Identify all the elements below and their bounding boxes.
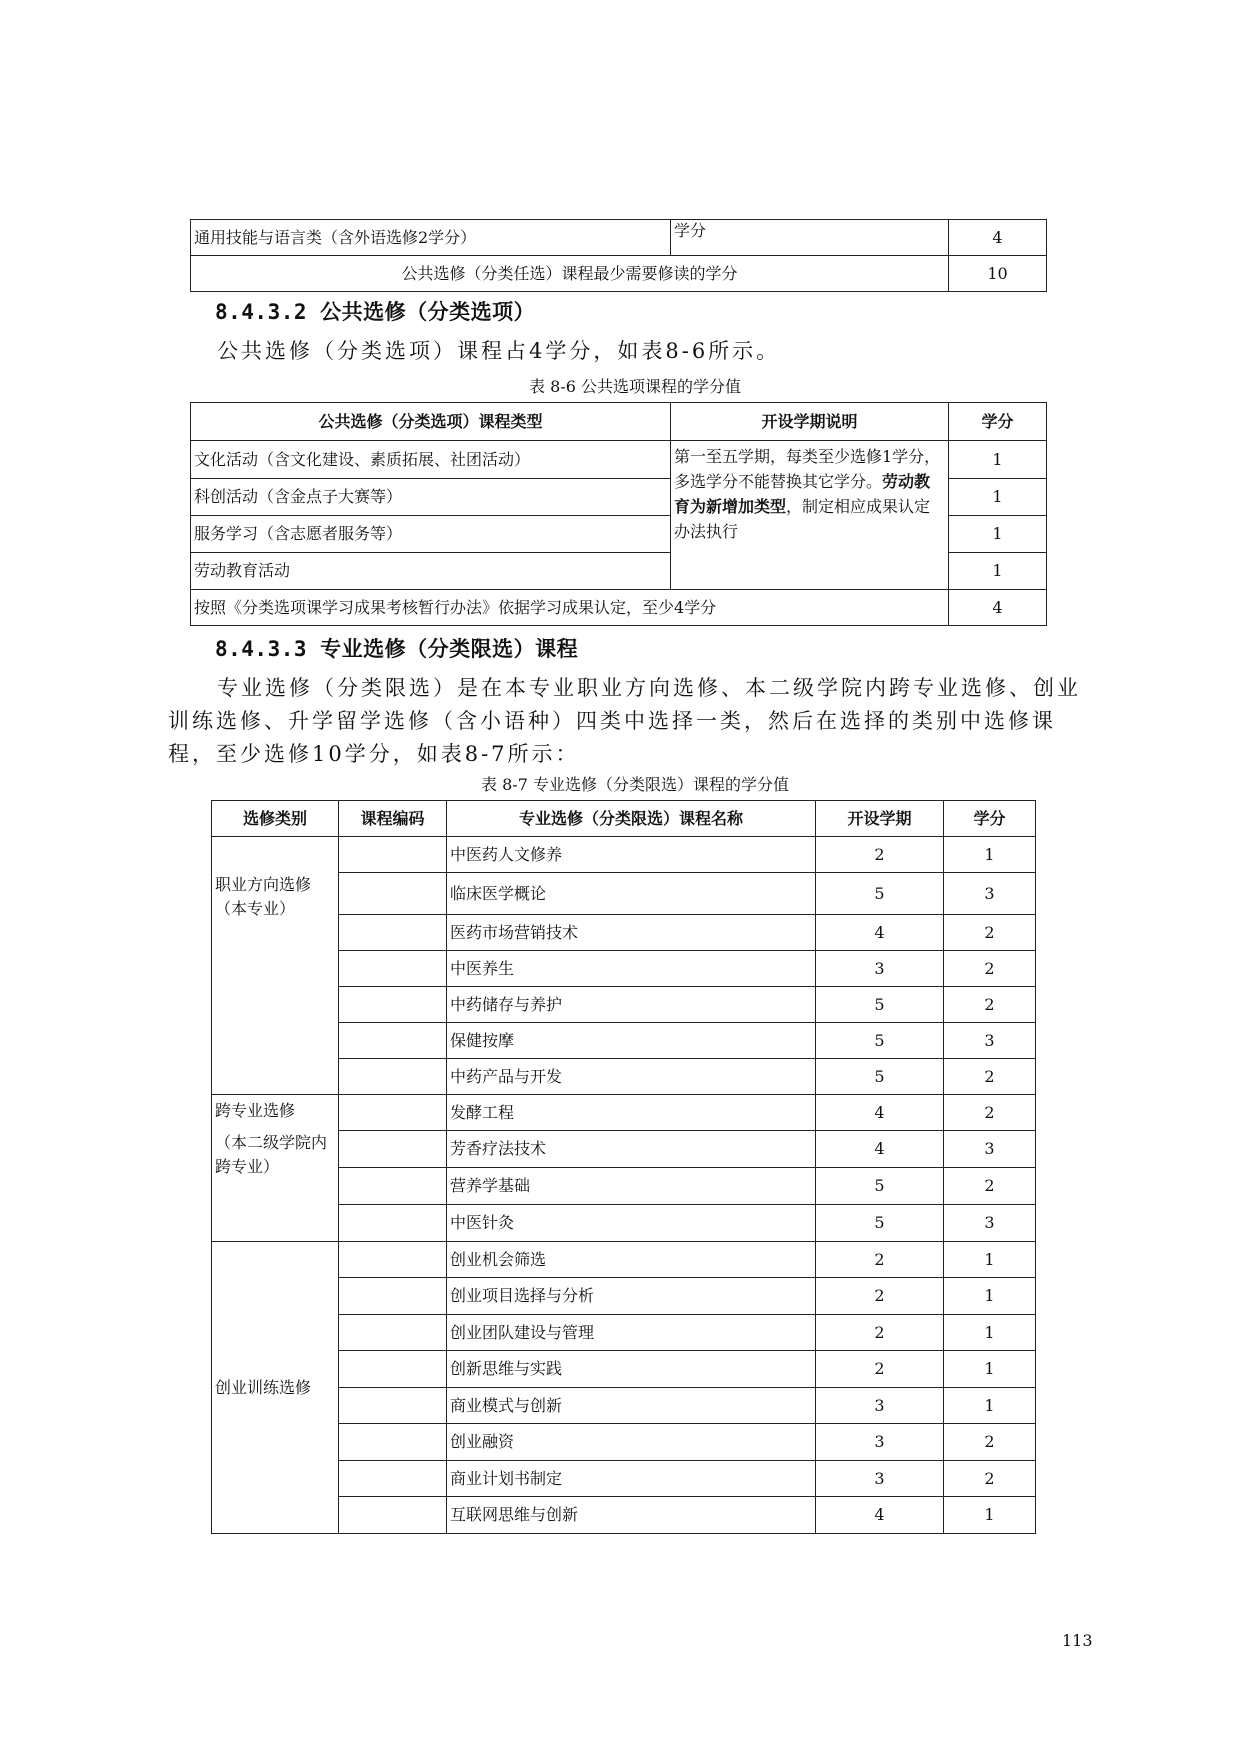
table-8-6 [190,402,1047,626]
course-credit: 2 [944,987,1036,1023]
course-credit: 3 [944,1205,1036,1242]
course-name: 中医针灸 [447,1205,816,1242]
course-name: 创业项目选择与分析 [447,1278,816,1315]
course-name: 中医药人文修养 [447,837,816,873]
course-code-cell [339,837,447,873]
course-code-cell [339,1461,447,1497]
table-cell: 劳动教育活动 [191,553,671,590]
course-credit: 1 [944,1351,1036,1388]
category-cell: 职业方向选修（本专业） [212,837,339,1095]
course-credit: 2 [944,1059,1036,1095]
table-cell: 4 [949,590,1047,626]
category-cell: 创业训练选修 [212,1242,339,1534]
column-header: 专业选修（分类限选）课程名称 [447,801,816,837]
table-cell: 按照《分类选项课学习成果考核暂行办法》依据学习成果认定，至少4学分 [191,590,949,626]
course-credit: 3 [944,873,1036,915]
course-credit: 1 [944,837,1036,873]
course-code-cell [339,915,447,951]
column-header: 公共选修（分类选项）课程类型 [191,403,671,441]
course-term: 2 [816,1351,944,1388]
course-name: 中药产品与开发 [447,1059,816,1095]
table-cell: 1 [949,479,1047,516]
course-credit: 2 [944,1461,1036,1497]
column-header: 开设学期 [816,801,944,837]
column-header: 学分 [949,403,1047,441]
table-cell: 科创活动（含金点子大赛等） [191,479,671,516]
course-credit: 1 [944,1242,1036,1278]
course-term: 5 [816,1168,944,1205]
course-name: 发酵工程 [447,1095,816,1131]
course-term: 2 [816,1242,944,1278]
table-continuation [190,219,1047,292]
course-code-cell [339,1388,447,1424]
table-cell: 文化活动（含文化建设、素质拓展、社团活动） [191,441,671,479]
course-name: 创新思维与实践 [447,1351,816,1388]
course-name: 中医养生 [447,951,816,987]
table-cell: 4 [949,220,1047,256]
table-caption: 表 8-6 公共选项课程的学分值 [529,377,741,396]
paragraph: 专业选修（分类限选）是在本专业职业方向选修、本二级学院内跨专业选修、创业训练选修、升学留学选修（含小语种）四类中选择一类，然后在选择的类别中选修课程，至少选修10学分，如表8-7所示： [168,676,1081,766]
course-term: 3 [816,1424,944,1461]
course-credit: 1 [944,1278,1036,1315]
course-credit: 1 [944,1315,1036,1351]
column-header: 课程编码 [339,801,447,837]
course-code-cell [339,1205,447,1242]
course-name: 医药市场营销技术 [447,915,816,951]
course-term: 2 [816,837,944,873]
course-code-cell [339,1168,447,1205]
table-cell: 公共选修（分类任选）课程最少需要修读的学分 [191,256,949,292]
course-term: 2 [816,1315,944,1351]
column-header: 选修类别 [212,801,339,837]
table-caption: 表 8-7 专业选修（分类限选）课程的学分值 [481,775,789,794]
course-name: 保健按摩 [447,1023,816,1059]
course-term: 3 [816,1388,944,1424]
course-name: 创业融资 [447,1424,816,1461]
course-term: 5 [816,987,944,1023]
course-term: 4 [816,1497,944,1534]
section-heading: 8.4.3.3 专业选修（分类限选）课程 [215,637,579,661]
course-term: 4 [816,915,944,951]
course-term: 3 [816,1461,944,1497]
category-name: 跨专业选修 [215,1101,296,1120]
table-cell: 通用技能与语言类（含外语选修2学分） [191,220,671,256]
course-name: 营养学基础 [447,1168,816,1205]
course-name: 商业模式与创新 [447,1388,816,1424]
course-code-cell [339,1497,447,1534]
course-code-cell [339,873,447,915]
table-8-7 [211,800,1036,1534]
course-term: 3 [816,951,944,987]
page-number: 113 [1062,1631,1093,1650]
course-term: 4 [816,1095,944,1131]
course-term: 5 [816,1059,944,1095]
course-credit: 1 [944,1497,1036,1534]
course-code-cell [339,1095,447,1131]
course-name: 创业团队建设与管理 [447,1315,816,1351]
course-code-cell [339,1023,447,1059]
category-name: （本二级学院内跨专业） [215,1133,328,1176]
course-credit: 2 [944,1168,1036,1205]
term-note: ，制定相应成果认定办法执行 [674,497,931,541]
course-name: 中药储存与养护 [447,987,816,1023]
course-code-cell [339,1131,447,1168]
course-code-cell [339,951,447,987]
course-code-cell [339,1059,447,1095]
course-term: 4 [816,1131,944,1168]
course-name: 芳香疗法技术 [447,1131,816,1168]
course-code-cell [339,1424,447,1461]
column-header: 开设学期说明 [671,403,949,441]
course-credit: 3 [944,1023,1036,1059]
course-credit: 2 [944,951,1036,987]
course-credit: 3 [944,1131,1036,1168]
table-cell: 学分 [671,220,949,256]
table-cell: 1 [949,553,1047,590]
course-name: 临床医学概论 [447,873,816,915]
column-header: 学分 [944,801,1036,837]
course-credit: 2 [944,915,1036,951]
table-cell: 10 [949,256,1047,292]
category-cell [212,1095,339,1242]
course-code-cell [339,1351,447,1388]
table-cell: 1 [949,441,1047,479]
term-note-cell [671,441,949,590]
course-code-cell [339,1278,447,1315]
course-name: 商业计划书制定 [447,1461,816,1497]
table-cell: 服务学习（含志愿者服务等） [191,516,671,553]
term-note: 第一至五学期，每类至少选修1学分，多选学分不能替换其它学分。 [674,447,941,491]
course-term: 5 [816,1205,944,1242]
course-code-cell [339,987,447,1023]
course-name: 互联网思维与创新 [447,1497,816,1534]
course-code-cell [339,1242,447,1278]
course-term: 2 [816,1278,944,1315]
course-term: 5 [816,1023,944,1059]
course-credit: 1 [944,1388,1036,1424]
course-credit: 2 [944,1095,1036,1131]
course-code-cell [339,1315,447,1351]
course-name: 创业机会筛选 [447,1242,816,1278]
paragraph: 公共选修（分类选项）课程占4学分，如表8-6所示。 [217,339,781,363]
section-heading: 8.4.3.2 公共选修（分类选项） [215,300,536,324]
course-credit: 2 [944,1424,1036,1461]
table-cell: 1 [949,516,1047,553]
course-term: 5 [816,873,944,915]
term-note-emphasis: 劳动教育为新增加类型 [674,472,931,516]
